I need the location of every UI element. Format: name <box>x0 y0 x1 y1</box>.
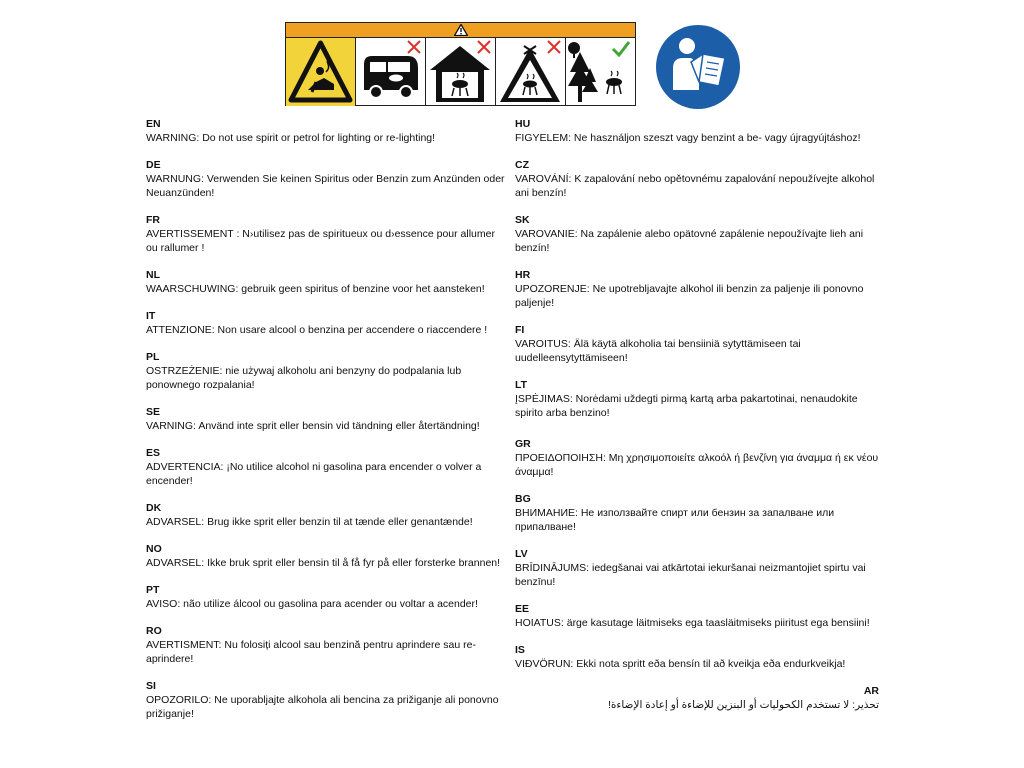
language-code: FR <box>146 214 160 226</box>
warning-block-ee <box>515 602 879 643</box>
language-code: EN <box>146 118 161 130</box>
language-code: IS <box>515 644 525 656</box>
warning-text: HOIATUS: ärge kasutage läitmiseks ega taasläitmiseks piiritust ega bensiini! <box>515 617 870 629</box>
prohibited-x-icon <box>407 40 421 54</box>
warning-text: ATTENZIONE: Non usare alcool o benzina per accendere o riaccendere ! <box>146 324 488 336</box>
warning-block-pl <box>146 350 506 405</box>
warning-block-en <box>146 117 506 158</box>
language-code: SK <box>515 214 530 226</box>
language-code: AR <box>863 685 879 697</box>
allowed-check-icon <box>611 40 631 58</box>
warning-block-it <box>146 309 506 350</box>
warning-text: ADVARSEL: Ikke bruk sprit eller bensin til å få fyr på eller forsterke brannen! <box>146 557 501 569</box>
language-code: RO <box>146 625 162 637</box>
warning-block-de <box>146 158 506 213</box>
left-language-column <box>146 117 506 721</box>
warning-text: AVERTISSEMENT : N›utilisez pas de spiritueux ou d›essence pour allumer ou rallumer ! <box>146 228 495 254</box>
language-code: ES <box>146 447 161 459</box>
language-code: DE <box>146 159 161 171</box>
warning-text: AVISO: não utilize álcool ou gasolina para acender ou voltar a acender! <box>146 598 478 610</box>
warning-block-si <box>146 679 506 721</box>
warning-text: FIGYELEM: Ne használjon szeszt vagy benzint a be- vagy újragyújtáshoz! <box>515 132 861 144</box>
warning-block-bg <box>515 492 879 547</box>
warning-block-sk <box>515 213 879 268</box>
language-code: DK <box>146 502 162 514</box>
warning-block-fr <box>146 213 506 268</box>
warning-block-hu <box>515 117 879 158</box>
warning-text: VAROVÁNÍ: K zapalování nebo opětovnému zapalování nepoužívejte alkohol ani benzín! <box>515 173 875 199</box>
language-code: CZ <box>515 159 529 171</box>
language-code: NL <box>146 269 160 281</box>
warning-block-es <box>146 446 506 501</box>
language-code: SE <box>146 406 161 418</box>
language-code: GR <box>515 438 531 450</box>
outdoor-use-allowed-icon <box>566 38 635 106</box>
warning-text: BRĪDINĀJUMS: iedegšanai vai atkārtotai iekuršanai neizmantojiet spirtu vai benzīnu! <box>515 562 866 588</box>
language-code: IT <box>146 310 156 322</box>
prohibited-x-icon <box>547 40 561 54</box>
pictogram-row <box>286 38 635 106</box>
language-code: EE <box>515 603 530 615</box>
language-code: NO <box>146 543 162 555</box>
no-vehicle-icon <box>356 38 426 106</box>
language-code: LT <box>515 379 528 391</box>
warning-text: AVERTISMENT: Nu folosiți alcool sau benzină pentru aprindere sau re-aprindere! <box>146 639 476 665</box>
warning-text: OSTRZEŻENIE: nie używaj alkoholu ani benzyny do podpalania lub ponownego rozpalania! <box>146 365 462 391</box>
warning-block-fi <box>515 323 879 378</box>
warning-text: تحذير: لا تستخدم الكحوليات أو البنزين للإضاءة أو إعادة الإضاءة! <box>608 699 879 711</box>
right-language-column <box>515 117 879 714</box>
warning-block-lt <box>515 378 879 437</box>
language-code: HR <box>515 269 531 281</box>
warning-block-gr <box>515 437 879 492</box>
warning-block-cz <box>515 158 879 213</box>
language-code: PL <box>146 351 160 363</box>
warning-text: VAROITUS: Älä käytä alkoholia tai bensiiniä sytyttämiseen tai uudelleensytyttämiseen! <box>515 338 801 364</box>
warning-text: UPOZORENJE: Ne upotrebljavajte alkohol ili benzin za paljenje ili ponovno paljenje! <box>515 283 864 309</box>
language-code: BG <box>515 493 531 505</box>
warning-text: WARNUNG: Verwenden Sie keinen Spiritus oder Benzin zum Anzünden oder Neuanzünden! <box>146 173 505 199</box>
warning-text: ΠΡΟΕΙΔΟΠΟΙΗΣΗ: Μη χρησιμοποιείτε αλκοόλ ή βενζίνη για άναμμα ή εκ νέου άναμμα! <box>515 452 879 478</box>
pictogram-panel <box>285 22 636 106</box>
language-code: SI <box>146 680 156 692</box>
warning-block-no <box>146 542 506 583</box>
warning-text: WAARSCHUWING: gebruik geen spiritus of benzine voor het aansteken! <box>146 283 485 295</box>
warning-block-lv <box>515 547 879 602</box>
warning-text: WARNING: Do not use spirit or petrol for lighting or re-lighting! <box>146 132 436 144</box>
warning-text: ADVERTENCIA: ¡No utilice alcohol ni gasolina para encender o volver a encender! <box>146 461 482 487</box>
language-code: PT <box>146 584 160 596</box>
warning-text: VIÐVÖRUN: Ekki nota spritt eða bensín til að kveikja eða endurkveikja! <box>515 658 846 670</box>
warning-block-pt <box>146 583 506 624</box>
warning-text: ВНИМАНИЕ: Не използвайте спирт или бензин за запалване или припалване! <box>515 507 835 533</box>
read-manual-icon <box>655 24 741 110</box>
warning-block-se <box>146 405 506 446</box>
no-tent-icon <box>496 38 566 106</box>
language-code: FI <box>515 324 525 336</box>
warning-triangle-icon <box>454 24 468 36</box>
no-house-icon <box>426 38 496 106</box>
warning-text: ĮSPĖJIMAS: Norėdami uždegti pirmą kartą arba pakartotinai, nenaudokite spirito arba benzino! <box>515 393 858 419</box>
warning-block-is <box>515 643 879 684</box>
warning-text: VAROVANIE: Na zapálenie alebo opätovné zapálenie nepoužívajte lieh ani benzín! <box>515 228 864 254</box>
warning-text: OPOZORILO: Ne uporabljajte alkohola ali bencina za prižiganje ali ponovno prižiganje! <box>146 694 499 720</box>
warning-block-ro <box>146 624 506 679</box>
warning-text: VARNING: Använd inte sprit eller bensin vid tändning eller återtändning! <box>146 420 480 432</box>
warning-header <box>286 23 635 38</box>
warning-block-ar <box>515 684 879 714</box>
warning-block-nl <box>146 268 506 309</box>
carbon-monoxide-hazard-icon <box>286 38 356 106</box>
language-code: LV <box>515 548 528 560</box>
warning-text: ADVARSEL: Brug ikke sprit eller benzin til at tænde eller genantænde! <box>146 516 473 528</box>
prohibited-x-icon <box>477 40 491 54</box>
warning-block-hr <box>515 268 879 323</box>
warning-block-dk <box>146 501 506 542</box>
language-code: HU <box>515 118 531 130</box>
